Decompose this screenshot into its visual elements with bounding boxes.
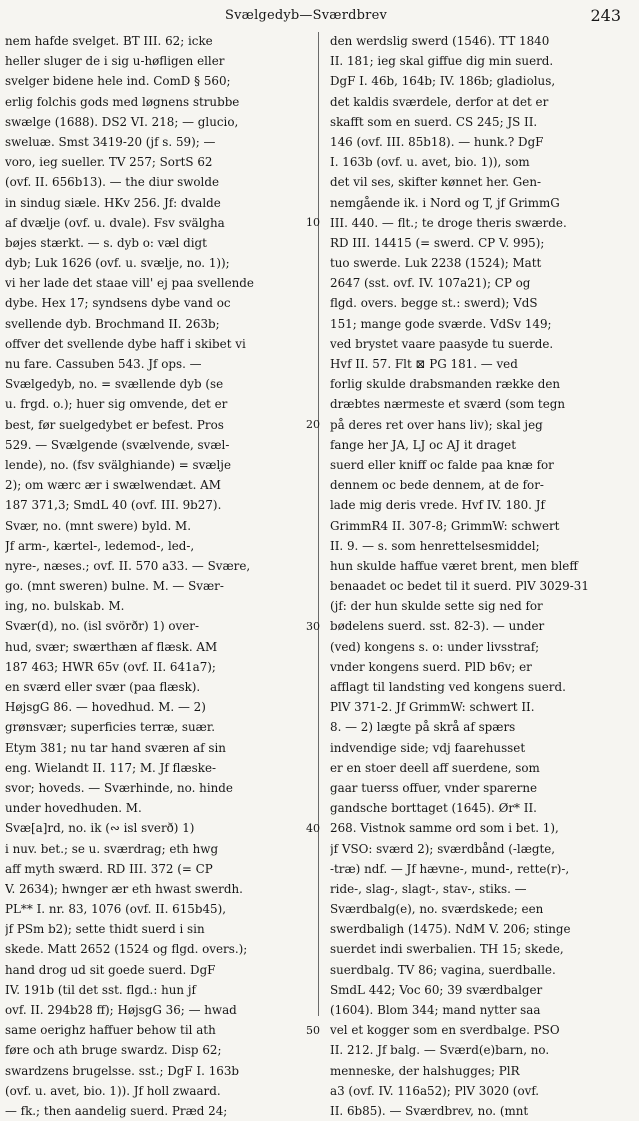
text-line: hud, svær; swærthæn af flæsk. AM: [5, 639, 218, 654]
left-column: [5, 31, 306, 1121]
text-line: 187 371,3; SmdL 40 (ovf. III. 9b27).: [5, 498, 222, 513]
text-line: 2647 (sst. ovf. IV. 107a21); CP og: [330, 276, 531, 291]
text-line: vnder kongens suerd. PlD b6v; er: [330, 659, 532, 674]
text-line: af dvælje (ovf. u. dvale). Fsv svälgha: [5, 215, 225, 230]
text-line: a3 (ovf. IV. 116a52); PlV 3020 (ovf.: [330, 1083, 540, 1098]
text-line: II. 6b85). — Sværdbrev, no. (mnt: [330, 1103, 529, 1118]
text-line: forlig skulde drabsmanden række den: [330, 377, 561, 392]
text-line: — fk.; then aandelig suerd. Præd 24;: [5, 1103, 228, 1118]
text-line: 8. — 2) lægte på skrå af spærs: [330, 720, 516, 735]
text-line: I. 163b (ovf. u. avet, bio. 1)), som: [330, 155, 530, 170]
text-line: IV. 191b (til det sst. flgd.: hun jf: [5, 982, 196, 997]
text-line: offver det svellende dybe haff i skibet vi: [5, 336, 246, 351]
text-line: jf VSO: sværd 2); sværdbånd (-lægte,: [330, 841, 556, 856]
text-line: nem hafde svelget. BT III. 62; icke: [5, 34, 213, 48]
text-line: (ovf. u. avet, bio. 1)). Jf holl zwaard.: [5, 1083, 221, 1098]
text-line: suerdbalg. TV 86; vagina, suerdballe.: [330, 962, 556, 977]
text-line: RD III. 14415 (= swerd. CP V. 995);: [330, 235, 545, 250]
text-line: eng. Wielandt II. 117; M. Jf flæske-: [5, 760, 217, 775]
text-line: nyre-, næses.; ovf. II. 570 a33. — Svære,: [5, 558, 251, 573]
text-line: lende), no. (fsv svälghiande) = svælje: [5, 457, 232, 472]
page-number: 243: [590, 6, 621, 25]
text-line: fange her JA, LJ oc AJ it draget: [330, 437, 516, 452]
text-line: voro, ieg sueller. TV 257; SortS 62: [5, 155, 213, 170]
line-number: 20: [306, 417, 320, 431]
text-line: SmdL 442; Voc 60; 39 sværdbalger: [330, 982, 543, 997]
text-line: lade mig deris vrede. Hvf IV. 180. Jf: [330, 498, 545, 513]
column-divider: [318, 32, 319, 1016]
text-line: ing, no. bulskab. M.: [5, 599, 125, 614]
line-number: 50: [306, 1023, 320, 1037]
text-line: swælge (1688). DS2 VI. 218; — glucio,: [5, 114, 239, 129]
text-line: PlV 371-2. Jf GrimmW: schwert II.: [330, 700, 535, 715]
text-line: hun skulde haffue været brent, men bleff: [330, 558, 578, 573]
text-line: DgF I. 46b, 164b; IV. 186b; gladiolus,: [330, 74, 556, 89]
text-line: det kaldis sværdele, derfor at det er: [330, 94, 549, 109]
text-line: ride-, slag-, slagt-, stav-, stiks. —: [330, 881, 527, 896]
text-line: afflagt til landsting ved kongens suerd.: [330, 680, 566, 694]
text-line: nu fare. Cassuben 543. Jf ops. —: [5, 357, 202, 371]
text-line: 529. — Svælgende (svælvende, svæl-: [5, 437, 230, 452]
text-line: Jf arm-, kærtel-, ledemod-, led-,: [5, 538, 195, 553]
text-line: er en stoer deell aff suerdene, som: [330, 760, 540, 775]
line-number: 10: [306, 215, 320, 229]
text-line: GrimmR4 II. 307-8; GrimmW: schwert: [330, 518, 560, 533]
text-line: gandsche borttaget (1645). Ør* II.: [330, 801, 537, 816]
text-line: svelger bidene hele ind. ComD § 560;: [5, 74, 231, 89]
text-line: swerdbaligh (1475). NdM V. 206; stinge: [330, 922, 571, 937]
text-line: suerdet indi swerbalien. TH 15; skede,: [330, 942, 564, 957]
text-line: HøjsgG 86. — hovedhud. M. — 2): [5, 700, 206, 715]
text-line: føre och ath bruge swardz. Disp 62;: [5, 1043, 222, 1058]
text-line: same oerighz haffuer behow til ath: [5, 1023, 216, 1038]
text-line: 268. Vistnok samme ord som i bet. 1),: [330, 821, 559, 836]
text-line: Svælgedyb, no. = svællende dyb (se: [5, 377, 224, 392]
text-line: erlig folchis gods med løgnens strubbe: [5, 94, 240, 109]
text-line: 151; mange gode sværde. VdSv 149;: [330, 316, 552, 331]
text-line: det vil ses, skifter kønnet her. Gen-: [330, 175, 542, 190]
text-line: bøjes stærkt. — s. dyb o: væl digt: [5, 235, 207, 250]
text-line: tuo swerde. Luk 2238 (1524); Matt: [330, 256, 542, 271]
text-line: V. 2634); hwnger ær eth hwast swerdh.: [5, 881, 243, 896]
right-column: [330, 31, 634, 1121]
text-line: II. 9. — s. som henrettelsesmiddel;: [330, 538, 540, 553]
text-line: 2); om wærc ær i swælwendæt. AM: [5, 478, 221, 493]
text-line: den werdslig swerd (1546). TT 1840: [330, 34, 550, 48]
text-line: Etym 381; nu tar hand sværen af sin: [5, 740, 226, 755]
text-line: (jf: der hun skulde sette sig ned for: [330, 599, 543, 614]
text-line: III. 440. — flt.; te droge theris swærde.: [330, 215, 567, 230]
text-line: ved brystet vaare paasyde tu suerde.: [330, 336, 554, 351]
text-line: 146 (ovf. III. 85b18). — hunk.? DgF: [330, 134, 544, 149]
text-line: i nuv. bet.; se u. sværdrag; eth hwg: [5, 841, 219, 856]
text-line: dybe. Hex 17; syndsens dybe vand oc: [5, 296, 231, 311]
text-line: vel et kogger som en sverdbalge. PSO: [330, 1023, 560, 1038]
text-line: swardzens brugelsse. sst.; DgF I. 163b: [5, 1063, 239, 1078]
text-line: hand drog ud sit goede suerd. DgF: [5, 962, 216, 977]
text-line: svor; hoveds. — Sværhinde, no. hinde: [5, 780, 233, 795]
text-line: suerd eller kniff oc falde paa knæ for: [330, 457, 554, 472]
text-line: benaadet oc bedet til it suerd. PlV 3029-31: [330, 579, 589, 594]
text-line: II. 212. Jf balg. — Sværd(e)barn, no.: [330, 1043, 550, 1058]
text-line: heller sluger de i sig u-høfligen eller: [5, 54, 225, 69]
text-line: bødelens suerd. sst. 82-3). — under: [330, 619, 545, 634]
text-line: dennem oc bede dennem, at de for-: [330, 478, 544, 493]
text-line: 187 463; HWR 65v (ovf. II. 641a7);: [5, 659, 216, 674]
text-line: aff myth swærd. RD III. 372 (= CP: [5, 861, 213, 876]
text-line: Svær(d), no. (isl svörðr) 1) over-: [5, 619, 199, 634]
text-line: dræbtes nærmeste et sværd (som tegn: [330, 397, 566, 412]
line-number: 40: [306, 821, 320, 835]
text-line: (ved) kongens s. o: under livsstraf;: [330, 639, 540, 654]
text-line: grønsvær; superficies terræ, suær.: [5, 720, 215, 735]
running-title: Svælgedyb—Sværdbrev: [225, 8, 388, 23]
text-line: -træ) ndf. — Jf hævne-, mund-, rette(r)-,: [330, 861, 570, 876]
text-line: indvendige side; vdj faarehusset: [330, 740, 526, 755]
text-line: best, før suelgedybet er befest. Pros: [5, 417, 224, 432]
text-line: (1604). Blom 344; mand nytter saa: [330, 1003, 541, 1017]
page-header: [0, 6, 639, 28]
text-line: ovf. II. 294b28 ff); HøjsgG 36; — hwad: [5, 1003, 237, 1017]
text-line: skafft som en suerd. CS 245; JS II.: [330, 114, 538, 129]
text-line: vi her lade det staae vill' ej paa svellende: [5, 276, 254, 291]
text-line: en sværd eller svær (paa flæsk).: [5, 680, 201, 694]
text-line: (ovf. II. 656b13). — the diur swolde: [5, 175, 219, 190]
line-number: 30: [306, 619, 320, 633]
text-line: dyb; Luk 1626 (ovf. u. svælje, no. 1));: [5, 256, 230, 271]
text-line: Sværdbalg(e), no. sværdskede; een: [330, 902, 544, 917]
text-line: gaar tuerss offuer, vnder sparerne: [330, 780, 538, 795]
text-line: in sindug siæle. HKv 256. Jf: dvalde: [5, 195, 221, 210]
text-line: Svæ[a]rd, no. ik (∾ isl sverð) 1): [5, 821, 195, 836]
text-line: Hvf II. 57. Flt ⊠ PG 181. — ved: [330, 357, 518, 371]
text-line: nemgående ik. i Nord og T, jf GrimmG: [330, 195, 560, 210]
text-line: go. (mnt sweren) bulne. M. — Svær-: [5, 579, 224, 594]
text-line: PL** I. nr. 83, 1076 (ovf. II. 615b45),: [5, 902, 227, 917]
text-line: sweluæ. Smst 3419-20 (jf s. 59); —: [5, 134, 216, 149]
text-line: under hovedhuden. M.: [5, 801, 142, 816]
text-line: svellende dyb. Brochmand II. 263b;: [5, 316, 220, 331]
text-line: skede. Matt 2652 (1524 og flgd. overs.);: [5, 942, 248, 957]
text-line: Svær, no. (mnt swere) byld. M.: [5, 518, 191, 533]
text-line: flgd. overs. begge st.: swerd); VdS: [330, 296, 538, 311]
text-line: menneske, der halshugges; PlR: [330, 1063, 520, 1078]
text-line: u. frgd. o.); huer sig omvende, det er: [5, 397, 228, 412]
text-line: jf PSm b2); sette thidt suerd i sin: [5, 922, 205, 937]
text-line: på deres ret over hans liv); skal jeg: [330, 417, 543, 432]
text-line: II. 181; ieg skal giffue dig min suerd.: [330, 54, 554, 69]
